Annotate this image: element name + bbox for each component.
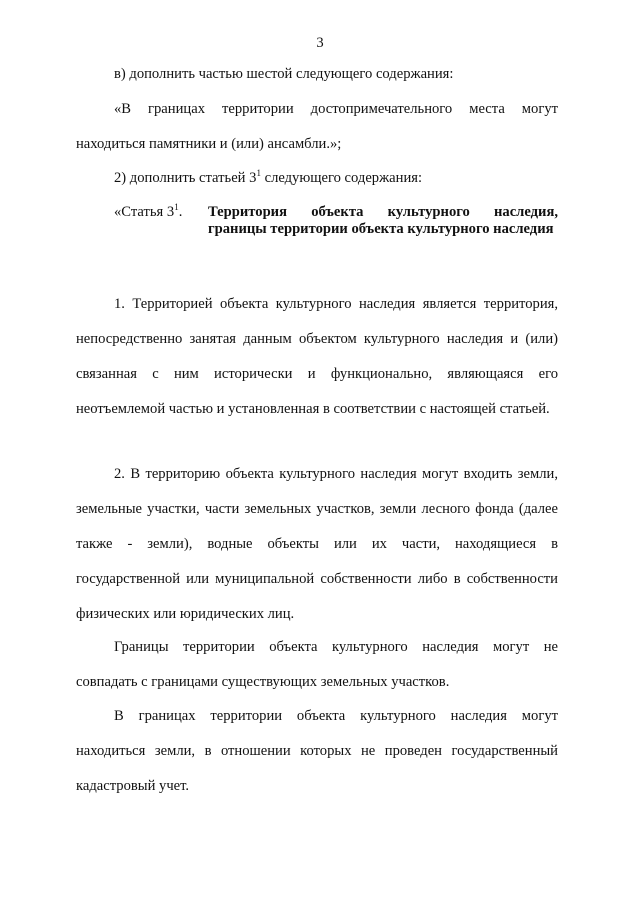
quote-part6-line1: «В границах территории достопримечательного места могут <box>114 101 558 117</box>
paragraph-4: В границах территории объекта культурного наследия могут находиться земли, в отношении которых не проведен государственный кадастровый учет. <box>76 708 558 794</box>
item-v-line: в) дополнить частью шестой следующего содержания: <box>114 66 454 82</box>
item-2-superscript: 1 <box>256 168 261 179</box>
article-title: Территория объекта культурного наследия, границы территории объекта культурного наследия <box>208 204 558 237</box>
article-label-tail: . <box>178 204 183 220</box>
article-label <box>114 204 182 221</box>
page-number: 3 <box>316 35 324 51</box>
paragraph-1: 1. Территорией объекта культурного наследия является территория, непосредственно занятая данным объектом культурного наследия и (или) связанная с ним исторически и функционально, являющаяся его неотъемлемой частью и установленная в соответствии с настоящей статьей. <box>76 296 558 417</box>
quote-part6-line2: находиться памятники и (или) ансамбли.»; <box>76 136 342 152</box>
item-2-line <box>114 170 558 187</box>
paragraph-2: 2. В территорию объекта культурного наследия могут входить земли, земельные участки, части земельных участков, земли лесного фонда (далее также - земли), водные объекты или их части, находящиеся в государственной или муниципальной собственности либо в собственности физических или юридических лиц. <box>76 466 558 622</box>
paragraph-3: Границы территории объекта культурного наследия могут не совпадать с границами существующих земельных участков. <box>76 639 558 690</box>
item-2-tail: следующего содержания: <box>260 170 423 186</box>
article-label-text: «Статья 3 <box>114 204 175 220</box>
article-label-superscript: 1 <box>174 202 179 213</box>
item-2-text: 2) дополнить статьей 3 <box>114 170 257 186</box>
